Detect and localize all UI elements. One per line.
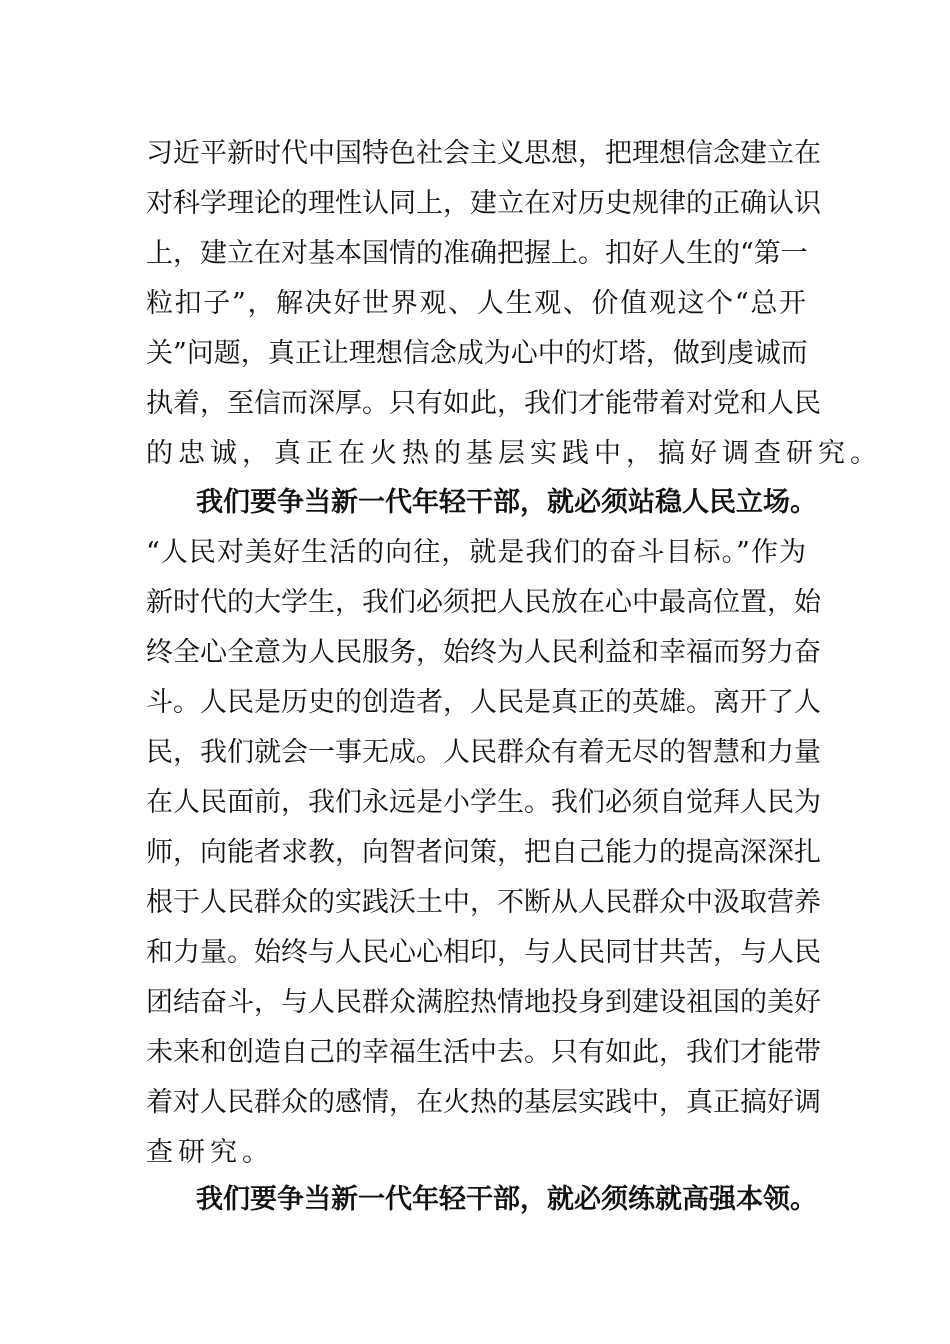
text-line: “人民对美好生活的向往，就是我们的奋斗目标。”作为 xyxy=(146,537,806,568)
text-line: 根于人民群众的实践沃土中，不断从人民群众中汲取营养 xyxy=(146,887,821,918)
text-line: 在人民面前，我们永远是小学生。我们必须自觉拜人民为 xyxy=(146,787,821,818)
section-heading-skills: 我们要争当新一代年轻干部，就必须练就高强本领。 xyxy=(196,1184,817,1215)
text-line: 未来和创造自己的幸福生活中去。只有如此，我们才能带 xyxy=(146,1037,821,1068)
text-line: 民，我们就会一事无成。人民群众有着无尽的智慧和力量 xyxy=(146,737,821,768)
text-line: 的忠诚，真正在火热的基层实践中，搞好调查研究。 xyxy=(146,438,882,469)
section-heading-people: 我们要争当新一代年轻干部，就必须站稳人民立场。 xyxy=(196,487,817,518)
text-line: 终全心全意为人民服务，始终为人民利益和幸福而努力奋 xyxy=(146,637,821,668)
text-line: 斗。人民是历史的创造者，人民是真正的英雄。离开了人 xyxy=(146,687,821,718)
text-line: 上，建立在对基本国情的准确把握上。扣好人生的“第一 xyxy=(146,238,808,269)
text-line: 粒扣子”，解决好世界观、人生观、价值观这个“总开 xyxy=(146,288,806,319)
text-line: 习近平新时代中国特色社会主义思想，把理想信念建立在 xyxy=(146,138,821,169)
text-line: 师，向能者求教，向智者问策，把自己能力的提高深深扎 xyxy=(146,837,821,868)
text-line: 团结奋斗，与人民群众满腔热情地投身到建设祖国的美好 xyxy=(146,987,821,1018)
text-line: 关”问题，真正让理想信念成为心中的灯塔，做到虔诚而 xyxy=(146,338,808,369)
text-line: 新时代的大学生，我们必须把人民放在心中最高位置，始 xyxy=(146,587,821,618)
text-line: 对科学理论的理性认同上，建立在对历史规律的正确认识 xyxy=(146,188,821,219)
text-line: 执着，至信而深厚。只有如此，我们才能带着对党和人民 xyxy=(146,388,821,419)
text-line: 查研究。 xyxy=(146,1137,274,1168)
text-line: 着对人民群众的感情，在火热的基层实践中，真正搞好调 xyxy=(146,1087,821,1118)
text-line: 和力量。始终与人民心心相印，与人民同甘共苦，与人民 xyxy=(146,937,821,968)
